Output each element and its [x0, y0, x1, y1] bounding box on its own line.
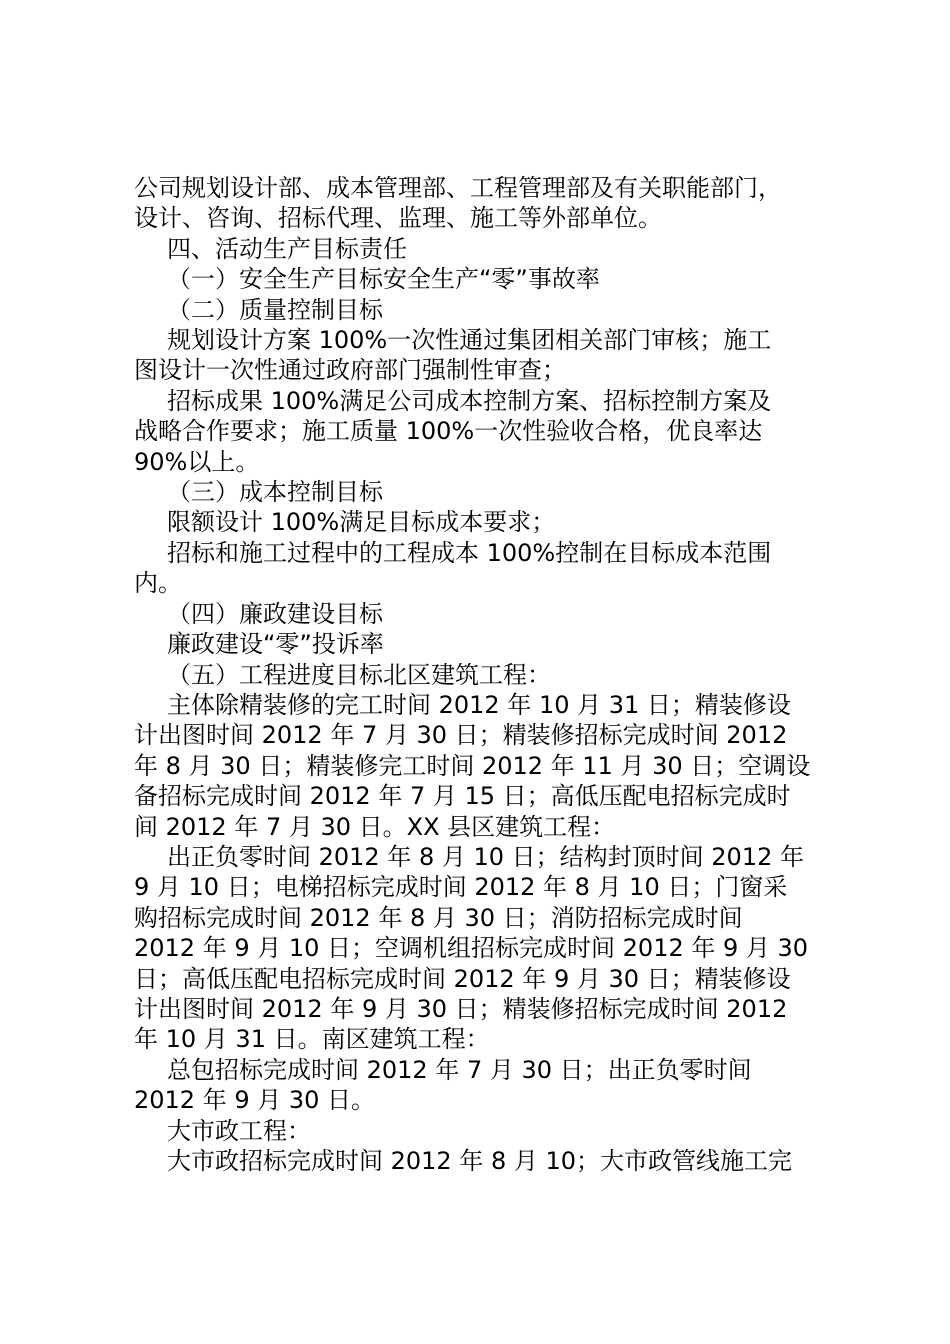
text-line: 廉政建设“零”投诉率: [167, 630, 384, 659]
text-line: 出正负零时间 2012 年 8 月 10 日；结构封顶时间 2012 年: [167, 842, 804, 871]
text-line: 招标成果 100%满足公司成本控制方案、招标控制方案及: [167, 386, 772, 415]
text-line: 大市政招标完成时间 2012 年 8 月 10；大市政管线施工完: [167, 1147, 793, 1175]
text-line: 四、活动生产目标责任: [167, 234, 407, 263]
text-line: 90%以上。: [134, 447, 260, 476]
text-line: 2012 年 9 月 30 日。: [134, 1086, 376, 1115]
text-line: 日；高低压配电招标完成时间 2012 年 9 月 30 日；精装修设: [134, 964, 791, 993]
text-line: 设计、咨询、招标代理、监理、施工等外部单位。: [134, 204, 662, 233]
text-line: 购招标完成时间 2012 年 8 月 30 日；消防招标完成时间: [134, 903, 743, 932]
text-line: 9 月 10 日；电梯招标完成时间 2012 年 8 月 10 日；门窗采: [134, 873, 788, 902]
text-line: 主体除精装修的完工时间 2012 年 10 月 31 日；精装修设: [167, 690, 791, 719]
text-line: （四）廉政建设目标: [167, 599, 383, 628]
text-line: 限额设计 100%满足目标成本要求；: [167, 508, 556, 537]
text-line: （二）质量控制目标: [167, 295, 383, 324]
text-line: 备招标完成时间 2012 年 7 月 15 日；高低压配电招标完成时: [134, 782, 791, 811]
text-line: 年 10 月 31 日。南区建筑工程：: [134, 1025, 490, 1054]
text-line: 规划设计方案 100%一次性通过集团相关部门审核；施工: [167, 326, 772, 355]
text-line: 招标和施工过程中的工程成本 100%控制在目标成本范围: [167, 538, 772, 567]
text-line: 年 8 月 30 日；精装修完工时间 2012 年 11 月 30 日；空调设: [134, 751, 811, 780]
text-line: （五）工程进度目标北区建筑工程：: [167, 660, 551, 689]
text-line: 公司规划设计部、成本管理部、工程管理部及有关职能部门，: [134, 174, 782, 202]
text-line: （三）成本控制目标: [167, 478, 383, 507]
text-line: （一）安全生产目标安全生产“零”事故率: [167, 265, 600, 294]
text-line: 内。: [134, 569, 182, 598]
text-line: 战略合作要求；施工质量 100%一次性验收合格，优良率达: [134, 417, 763, 446]
text-line: 图设计一次性通过政府部门强制性审查；: [134, 356, 566, 385]
text-line: 2012 年 9 月 10 日；空调机组招标完成时间 2012 年 9 月 30: [134, 934, 809, 963]
text-line: 大市政工程：: [167, 1116, 311, 1145]
text-line: 总包招标完成时间 2012 年 7 月 30 日；出正负零时间: [167, 1055, 752, 1084]
text-line: 计出图时间 2012 年 7 月 30 日；精装修招标完成时间 2012: [134, 721, 788, 750]
text-line: 间 2012 年 7 月 30 日。XX 县区建筑工程：: [134, 812, 616, 841]
document-body: [134, 173, 824, 1176]
text-line: 计出图时间 2012 年 9 月 30 日；精装修招标完成时间 2012: [134, 994, 788, 1023]
